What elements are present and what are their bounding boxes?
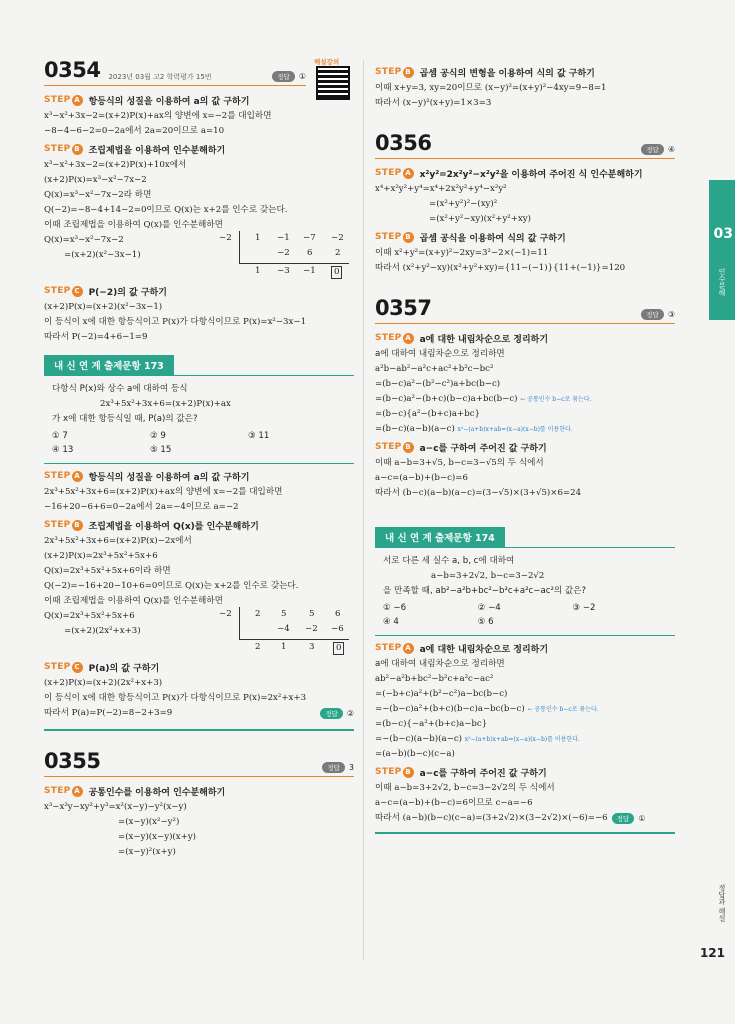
answer-value: 3 <box>348 762 354 772</box>
synth-cell: −2 <box>277 248 290 258</box>
answer-value: ① <box>298 72 306 81</box>
qr-label: 해설강의 <box>314 58 340 66</box>
choice[interactable]: ① 7 <box>52 431 68 441</box>
synth-cell: 5 <box>309 609 315 619</box>
step-label: STEP C <box>44 286 83 297</box>
solution-line: =(x−y)(x²−y²) <box>118 816 180 827</box>
step-a <box>44 94 354 107</box>
problem-number: 0356 <box>375 131 432 155</box>
question-line: a−b=3+2√2, b−c=3−2√2 <box>431 571 545 581</box>
step-b <box>375 766 675 779</box>
problem-header-0354 <box>44 58 306 86</box>
synth-cell: 6 <box>307 248 313 258</box>
chapter-title: 인수분해 <box>718 268 726 296</box>
solution-line: 따라서 (a−b)(b−c)(c−a)=(3+2√2)×(3−2√2)×(−6)=−6 <box>375 813 608 823</box>
problem-header-0357 <box>375 296 675 324</box>
solution-line: x⁴+x²y²+y⁴=x⁴+2x²y²+y⁴−x²y² <box>375 184 507 194</box>
problem-number: 0355 <box>44 748 101 773</box>
column-divider <box>363 60 364 960</box>
question-line: 다항식 P(x)와 상수 a에 대하여 등식 <box>52 384 188 394</box>
solution-line: 이때 a−b=3+√5, b−c=3−√5의 두 식에서 <box>375 458 544 468</box>
related-problem-box <box>44 375 354 464</box>
solution-line: x³−x²y−xy²+y³=x²(x−y)−y²(x−y) <box>44 801 187 812</box>
solution-line: =(b−c){−a²+(b+c)a−bc} <box>375 719 488 729</box>
solution-line: 이때 x+y=3, xy=20이므로 (x−y)²=(x+y)²−4xy=9−8=1 <box>375 83 607 93</box>
solution-line: a에 대하여 내림차순으로 정리하면 <box>375 659 505 669</box>
step-title: 조립제법을 이용하여 Q(x)를 인수분해하기 <box>88 522 259 532</box>
step-title: a에 대한 내림차순으로 정리하기 <box>419 645 549 655</box>
synth-cell: −6 <box>331 624 344 634</box>
synth-divisor: −2 <box>219 609 232 619</box>
section-label: 정답과 해설 <box>718 884 726 922</box>
answer-badge: 정답 <box>641 144 664 155</box>
solution-line: =(−b+c)a²+(b²−c²)a−bc(b−c) <box>375 689 508 699</box>
factor-line: =(x+2)(2x²+x+3) <box>64 626 141 636</box>
solution-line: x³−x²+3x−2=(x+2)P(x)+10x에서 <box>44 160 187 170</box>
solution-line: 따라서 (x−y)²(x+y)=1×3=3 <box>375 98 492 108</box>
synth-cell: 1 <box>255 233 261 243</box>
solution-line: =−(b−c)(a−b)(a−c) x²−(a+b)x+ab=(x−a)(x−b)를 이용한다. <box>375 734 580 744</box>
answer-badge: 정답 <box>322 762 345 773</box>
step-b <box>375 66 675 79</box>
synthetic-division-block <box>44 609 354 657</box>
answer <box>320 708 354 719</box>
step-label: STEP B <box>44 144 83 155</box>
synth-cell: −1 <box>303 266 316 276</box>
chapter-tab <box>709 180 735 320</box>
page-number: 121 <box>699 946 725 960</box>
solution-line: =(x−y)(x−y)(x+y) <box>118 831 197 842</box>
step-c <box>44 285 354 298</box>
annotation-note: x²−(a+b)x+ab=(x−a)(x−b)를 이용한다. <box>464 736 580 743</box>
solution-line: ab²−a²b+bc²−b²c+a²c−ac² <box>375 674 494 684</box>
step-title: 조립제법을 이용하여 인수분해하기 <box>88 146 226 156</box>
step-b <box>375 231 675 244</box>
answer-badge: 정답 <box>320 708 343 719</box>
step-label: STEP A <box>375 168 414 179</box>
choice[interactable]: ④ 4 <box>383 617 399 627</box>
solution-line: (x+2)P(x)=x³−x²−7x−2 <box>44 175 147 185</box>
step-label: STEP A <box>44 786 83 797</box>
solution-line: 따라서 P(−2)=4+6−1=9 <box>44 332 148 342</box>
step-a <box>375 332 675 345</box>
synth-cell: −3 <box>277 266 290 276</box>
left-column <box>44 58 354 860</box>
annotation-note: x²−(a+b)x+ab=(x−a)(x−b)를 이용한다. <box>457 426 573 433</box>
problem-header-0355 <box>44 749 354 777</box>
solution-line: =(x²+y²)²−(xy)² <box>429 199 498 209</box>
step-title: P(−2)의 값 구하기 <box>88 288 167 298</box>
solution-line: (x+2)P(x)=2x³+5x²+5x+6 <box>44 551 158 561</box>
synth-cell: 5 <box>281 609 287 619</box>
step-label: STEP A <box>375 643 414 654</box>
solution-line: Q(x)=x³−x²−7x−2라 하면 <box>44 190 152 200</box>
factor-line: Q(x)=2x³+5x²+5x+6 <box>44 611 135 621</box>
answer <box>322 762 354 773</box>
step-title: 항등식의 성질을 이용하여 a의 값 구하기 <box>88 97 250 107</box>
problem-number: 0357 <box>375 296 432 320</box>
choice[interactable]: ② 9 <box>150 431 166 441</box>
choice[interactable]: ⑤ 6 <box>477 617 494 627</box>
step-title: a−c를 구하여 주어진 값 구하기 <box>419 444 547 454</box>
step-label: STEP A <box>44 95 83 106</box>
step-label: STEP B <box>375 767 414 778</box>
step-title: 곱셈 공식의 변형을 이용하여 식의 값 구하기 <box>419 69 595 79</box>
solution-line: Q(−2)=−8−4+14−2=0이므로 Q(x)는 x+2를 인수로 갖는다. <box>44 205 288 215</box>
choices <box>52 429 346 457</box>
solution-line: a−c=(a−b)+(b−c)=6 <box>375 473 468 483</box>
solution-line: =−(b−c)a²+(b+c)(b−c)a−bc(b−c) ← 공통인수 b−c로 묶는다. <box>375 704 599 714</box>
factor-line: Q(x)=x³−x²−7x−2 <box>44 235 124 245</box>
annotation-note: ← 공통인수 b−c로 묶는다. <box>527 706 599 713</box>
synth-cell: 1 <box>255 266 261 276</box>
problem-source: 2023년 03월 고2 학력평가 15번 <box>108 73 212 81</box>
solution-line: 따라서 (b−c)(a−b)(a−c)=(3−√5)×(3+√5)×6=24 <box>375 488 582 498</box>
synth-cell: −4 <box>277 624 290 634</box>
step-label: STEP B <box>375 232 414 243</box>
solution-line: 이때 조립제법을 이용하여 Q(x)를 인수분해하면 <box>44 220 223 230</box>
step-label: STEP B <box>44 520 83 531</box>
choice[interactable]: ① −6 <box>383 603 407 613</box>
right-column <box>375 66 675 834</box>
solution-line: a−c=(a−b)+(b−c)=6이므로 c−a=−6 <box>375 798 533 808</box>
step-b <box>44 519 354 532</box>
question-line: 을 만족할 때, ab²−a²b+bc²−b²c+a²c−ac²의 값은? <box>383 586 587 596</box>
solution-line: Q(−2)=−16+20−10+6=0이므로 Q(x)는 x+2를 인수로 갖는다. <box>44 581 299 591</box>
choice[interactable]: ② −4 <box>477 603 501 613</box>
answer-value: ① <box>638 814 646 823</box>
step-a <box>375 167 675 180</box>
answer-badge: 정답 <box>612 813 635 824</box>
synthetic-division-block <box>44 233 354 281</box>
answer-value: ③ <box>667 310 675 319</box>
question-line: 2x³+5x²+3x+6=(x+2)P(x)+ax <box>100 399 231 409</box>
problem-header-0356 <box>375 131 675 159</box>
synth-cell: 0 <box>333 642 344 655</box>
solution-line: 이 등식이 x에 대한 항등식이고 P(x)가 다항식이므로 P(x)=x²−3x−1 <box>44 317 307 327</box>
step-title: P(a)의 값 구하기 <box>88 664 160 674</box>
factor-line: =(x+2)(x²−3x−1) <box>64 250 141 260</box>
answer-value: ④ <box>667 145 675 154</box>
solution-line: =(a−b)(b−c)(c−a) <box>375 749 455 759</box>
choice[interactable]: ③ −2 <box>572 603 596 613</box>
synthetic-division <box>219 609 349 657</box>
solution-line: 이때 조립제법을 이용하여 Q(x)를 인수분해하면 <box>44 596 223 606</box>
synth-cell: −7 <box>303 233 316 243</box>
step-title: a에 대한 내림차순으로 정리하기 <box>419 335 549 345</box>
synth-cell: 2 <box>255 642 261 652</box>
choice[interactable]: ④ 13 <box>52 445 74 455</box>
answer <box>641 309 675 320</box>
step-b <box>44 143 354 156</box>
step-a <box>375 642 675 655</box>
step-a <box>44 785 354 798</box>
solution-line: a에 대하여 내림차순으로 정리하면 <box>375 349 505 359</box>
step-title: 곱셈 공식을 이용하여 식의 값 구하기 <box>419 234 566 244</box>
synth-divisor: −2 <box>219 233 232 243</box>
answer <box>272 71 306 82</box>
step-title: x²y²=2x²y²−x²y²을 이용하여 주어진 식 인수분해하기 <box>419 170 643 180</box>
synthetic-division <box>219 233 349 281</box>
synth-cell: −1 <box>277 233 290 243</box>
step-title: 공통인수를 이용하여 인수분해하기 <box>88 787 226 798</box>
answer-badge: 정답 <box>272 71 295 82</box>
solution-line: (x+2)P(x)=(x+2)(x²−3x−1) <box>44 302 163 312</box>
step-b <box>375 441 675 454</box>
answer <box>612 813 646 824</box>
related-problem-header: 내 신 연 계 출제문항 174 <box>375 527 505 547</box>
related-problem-header: 내 신 연 계 출제문항 173 <box>44 355 174 375</box>
step-label: STEP A <box>375 333 414 344</box>
solution-line: 따라서 (x²+y²−xy)(x²+y²+xy)={11−(−1)}{11+(−1)}=120 <box>375 263 626 273</box>
solution-line: 따라서 P(a)=P(−2)=8−2+3=9 <box>44 708 173 718</box>
solution-line: Q(x)=2x³+5x²+5x+6이라 하면 <box>44 566 171 576</box>
solution-line: a²b−ab²−a²c+ac²+b²c−bc² <box>375 364 494 374</box>
synth-cell: 2 <box>335 248 341 258</box>
choice[interactable]: ⑤ 15 <box>150 445 172 455</box>
answer-badge: 정답 <box>641 309 664 320</box>
solution-line: =(x²+y²−xy)(x²+y²+xy) <box>429 214 532 224</box>
choice[interactable]: ③ 11 <box>248 431 270 441</box>
solution-line: 이때 a−b=3+2√2, b−c=3−2√2의 두 식에서 <box>375 783 555 793</box>
solution-line: −8−4−6−2=0−2a에서 2a=20이므로 a=10 <box>44 126 225 136</box>
question-line: 가 x에 대한 항등식일 때, P(a)의 값은? <box>52 414 198 424</box>
solution-line: (x+2)P(x)=(x+2)(2x²+x+3) <box>44 678 163 688</box>
choices <box>383 601 667 629</box>
solution-line: =(x−y)²(x+y) <box>118 846 176 857</box>
solution-line: 이때 x²+y²=(x+y)²−2xy=3²−2×(−1)=11 <box>375 248 549 258</box>
solution-line: =(b−c)a²−(b+c)(b−c)a+bc(b−c) ← 공통인수 b−c로 묶는다. <box>375 394 592 404</box>
solution-line: =(b−c)a²−(b²−c²)a+bc(b−c) <box>375 379 501 389</box>
step-c <box>44 661 354 674</box>
answer <box>641 144 675 155</box>
related-problem-box <box>375 547 675 636</box>
synth-cell: 0 <box>331 266 342 279</box>
question-line: 서로 다른 세 실수 a, b, c에 대하여 <box>383 556 515 566</box>
answer-value: ② <box>346 709 354 718</box>
step-a <box>44 470 354 483</box>
synth-cell: −2 <box>305 624 318 634</box>
solution-line: x³−x²+3x−2=(x+2)P(x)+ax의 양변에 x=−2를 대입하면 <box>44 111 272 121</box>
step-label: STEP A <box>44 471 83 482</box>
solution-line: 2x³+5x²+3x+6=(x+2)P(x)+ax의 양변에 x=−2를 대입하면 <box>44 487 283 497</box>
problem-number: 0354 <box>44 58 101 82</box>
solution-line: =(b−c)(a−b)(a−c) x²−(a+b)x+ab=(x−a)(x−b)를 이용한다. <box>375 424 573 434</box>
step-label: STEP B <box>375 442 414 453</box>
solution-line: 이 등식이 x에 대한 항등식이고 P(x)가 다항식이므로 P(x)=2x²+x+3 <box>44 693 307 703</box>
synth-cell: −2 <box>331 233 344 243</box>
synth-cell: 3 <box>309 642 315 652</box>
solution-line: 2x³+5x²+3x+6=(x+2)P(x)−2x에서 <box>44 536 192 546</box>
solution-line: =(b−c){a²−(b+c)a+bc} <box>375 409 480 419</box>
step-title: 항등식의 성질을 이용하여 a의 값 구하기 <box>88 473 250 483</box>
chapter-number: 03 <box>713 226 733 242</box>
step-label: STEP B <box>375 67 414 78</box>
step-label: STEP C <box>44 662 83 673</box>
annotation-note: ← 공통인수 b−c로 묶는다. <box>520 396 592 403</box>
synth-cell: 2 <box>255 609 261 619</box>
synth-cell: 6 <box>335 609 341 619</box>
step-title: a−c를 구하여 주어진 값 구하기 <box>419 769 547 779</box>
synth-cell: 1 <box>281 642 287 652</box>
solution-line: −16+20−6+6=0−2a에서 2a=−4이므로 a=−2 <box>44 502 239 512</box>
